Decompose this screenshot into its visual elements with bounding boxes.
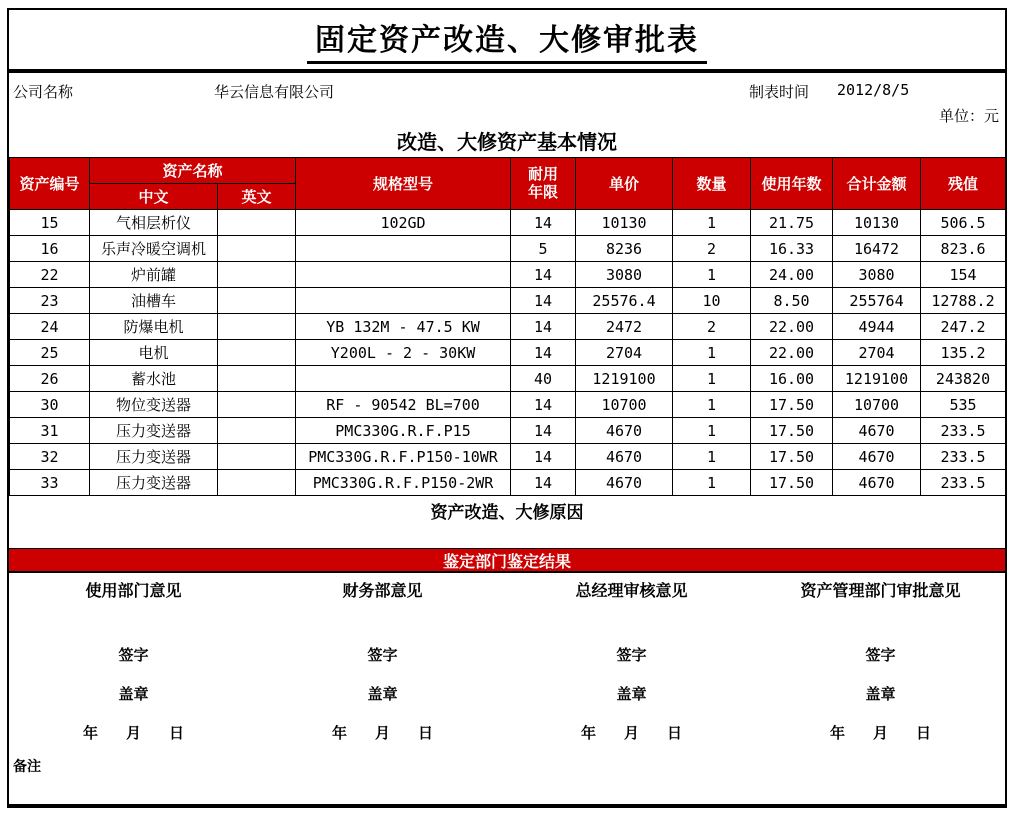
table-row <box>10 366 1006 392</box>
cell-unit-price: 3080 <box>576 262 673 288</box>
cell-years-used: 24.00 <box>751 262 833 288</box>
cell-asset-no: 16 <box>10 236 90 262</box>
seal-label: 盖章 <box>118 685 149 703</box>
cell-asset-no: 31 <box>10 418 90 444</box>
cell-total-amount: 255764 <box>833 288 921 314</box>
table-row <box>10 210 1006 236</box>
sign-label: 签字 <box>865 646 896 664</box>
month-label: 月 <box>125 724 141 742</box>
cell-name-english <box>218 470 296 496</box>
cell-total-amount: 4670 <box>833 444 921 470</box>
cell-spec-model: PMC330G.R.F.P150-10WR <box>296 444 511 470</box>
col-header-total-amount: 合计金额 <box>833 158 921 210</box>
company-row <box>9 81 1005 105</box>
cell-name-chinese: 气相层析仪 <box>90 210 218 236</box>
col-header-years-used: 使用年数 <box>751 158 833 210</box>
cell-total-amount: 3080 <box>833 262 921 288</box>
cell-unit-price: 25576.4 <box>576 288 673 314</box>
cell-durable-years: 14 <box>511 418 576 444</box>
day-label: 日 <box>667 724 683 742</box>
cell-durable-years: 14 <box>511 288 576 314</box>
cell-total-amount: 1219100 <box>833 366 921 392</box>
unit-note: 单位：元 <box>938 107 999 125</box>
cell-name-english <box>218 418 296 444</box>
opinion-column-finance-dept <box>258 573 507 743</box>
appraisal-result-bar: 鉴定部门鉴定结果 <box>9 548 1005 573</box>
title-row <box>9 10 1005 73</box>
col-header-name-chinese: 中文 <box>90 184 218 210</box>
month-label: 月 <box>872 724 888 742</box>
cell-total-amount: 4670 <box>833 418 921 444</box>
cell-asset-no: 32 <box>10 444 90 470</box>
col-header-asset-no: 资产编号 <box>10 158 90 210</box>
col-header-quantity: 数量 <box>673 158 751 210</box>
cell-unit-price: 8236 <box>576 236 673 262</box>
opinion-title: 总经理审核意见 <box>575 581 688 600</box>
date-line <box>258 722 507 743</box>
cell-unit-price: 10130 <box>576 210 673 236</box>
section-title-reason: 资产改造、大修原因 <box>430 503 584 523</box>
col-header-spec-model: 规格型号 <box>296 158 511 210</box>
table-row <box>10 470 1006 496</box>
cell-quantity: 2 <box>673 236 751 262</box>
cell-name-english <box>218 262 296 288</box>
opinion-title: 使用部门意见 <box>85 581 182 600</box>
table-row <box>10 288 1006 314</box>
cell-unit-price: 4670 <box>576 418 673 444</box>
table-row <box>10 392 1006 418</box>
table-row <box>10 444 1006 470</box>
cell-years-used: 8.50 <box>751 288 833 314</box>
cell-unit-price: 10700 <box>576 392 673 418</box>
cell-spec-model: YB 132M - 47.5 KW <box>296 314 511 340</box>
cell-quantity: 1 <box>673 210 751 236</box>
col-header-name-english: 英文 <box>218 184 296 210</box>
cell-spec-model: PMC330G.R.F.P15 <box>296 418 511 444</box>
cell-name-english <box>218 236 296 262</box>
cell-years-used: 22.00 <box>751 314 833 340</box>
cell-residual-value: 135.2 <box>921 340 1006 366</box>
opinion-title: 资产管理部门审批意见 <box>800 581 961 600</box>
cell-spec-model <box>296 236 511 262</box>
date-line <box>9 722 258 743</box>
col-header-unit-price: 单价 <box>576 158 673 210</box>
cell-quantity: 1 <box>673 262 751 288</box>
cell-total-amount: 4670 <box>833 470 921 496</box>
date-line <box>507 722 756 743</box>
table-row <box>10 314 1006 340</box>
approval-grid <box>9 573 1005 743</box>
cell-quantity: 10 <box>673 288 751 314</box>
cell-residual-value: 247.2 <box>921 314 1006 340</box>
cell-name-english <box>218 288 296 314</box>
cell-residual-value: 154 <box>921 262 1006 288</box>
cell-name-chinese: 炉前罐 <box>90 262 218 288</box>
cell-durable-years: 14 <box>511 210 576 236</box>
cell-quantity: 1 <box>673 366 751 392</box>
cell-asset-no: 25 <box>10 340 90 366</box>
opinion-column-general-manager <box>507 573 756 743</box>
cell-asset-no: 26 <box>10 366 90 392</box>
cell-years-used: 17.50 <box>751 470 833 496</box>
cell-name-chinese: 油槽车 <box>90 288 218 314</box>
table-row <box>10 418 1006 444</box>
sign-label: 签字 <box>118 646 149 664</box>
cell-asset-no: 30 <box>10 392 90 418</box>
cell-durable-years: 14 <box>511 470 576 496</box>
cell-asset-no: 22 <box>10 262 90 288</box>
cell-total-amount: 16472 <box>833 236 921 262</box>
cell-quantity: 1 <box>673 444 751 470</box>
cell-name-english <box>218 210 296 236</box>
cell-asset-no: 33 <box>10 470 90 496</box>
table-row <box>10 340 1006 366</box>
seal-label: 盖章 <box>367 685 398 703</box>
date-line <box>756 722 1005 743</box>
cell-name-english <box>218 444 296 470</box>
cell-durable-years: 14 <box>511 392 576 418</box>
cell-years-used: 16.00 <box>751 366 833 392</box>
company-name-value: 华云信息有限公司 <box>214 83 335 101</box>
cell-durable-years: 14 <box>511 314 576 340</box>
cell-asset-no: 15 <box>10 210 90 236</box>
cell-unit-price: 4670 <box>576 444 673 470</box>
cell-unit-price: 2472 <box>576 314 673 340</box>
year-label: 年 <box>829 724 845 742</box>
cell-name-chinese: 压力变送器 <box>90 470 218 496</box>
opinion-column-asset-mgmt-dept <box>756 573 1005 743</box>
cell-spec-model <box>296 366 511 392</box>
cell-name-chinese: 防爆电机 <box>90 314 218 340</box>
cell-total-amount: 2704 <box>833 340 921 366</box>
cell-name-english <box>218 340 296 366</box>
cell-years-used: 17.50 <box>751 392 833 418</box>
cell-name-chinese: 物位变送器 <box>90 392 218 418</box>
cell-name-chinese: 压力变送器 <box>90 444 218 470</box>
cell-name-chinese: 压力变送器 <box>90 418 218 444</box>
cell-residual-value: 823.6 <box>921 236 1006 262</box>
cell-years-used: 16.33 <box>751 236 833 262</box>
cell-name-english <box>218 392 296 418</box>
cell-durable-years: 40 <box>511 366 576 392</box>
seal-label: 盖章 <box>616 685 647 703</box>
asset-table-body <box>10 210 1006 496</box>
cell-spec-model <box>296 288 511 314</box>
cell-quantity: 1 <box>673 418 751 444</box>
year-label: 年 <box>82 724 98 742</box>
cell-quantity: 2 <box>673 314 751 340</box>
cell-unit-price: 4670 <box>576 470 673 496</box>
col-header-residual-value: 残值 <box>921 158 1006 210</box>
cell-quantity: 1 <box>673 470 751 496</box>
cell-residual-value: 233.5 <box>921 418 1006 444</box>
month-label: 月 <box>623 724 639 742</box>
cell-name-chinese: 电机 <box>90 340 218 366</box>
sign-label: 签字 <box>616 646 647 664</box>
cell-residual-value: 535 <box>921 392 1006 418</box>
opinion-column-usage-dept <box>9 573 258 743</box>
year-label: 年 <box>580 724 596 742</box>
cell-total-amount: 10130 <box>833 210 921 236</box>
cell-spec-model: 102GD <box>296 210 511 236</box>
table-row <box>10 262 1006 288</box>
cell-total-amount: 10700 <box>833 392 921 418</box>
cell-durable-years: 14 <box>511 262 576 288</box>
cell-name-english <box>218 314 296 340</box>
col-header-asset-name: 资产名称 <box>90 158 296 184</box>
cell-durable-years: 14 <box>511 340 576 366</box>
day-label: 日 <box>169 724 185 742</box>
section-title-basic-info: 改造、大修资产基本情况 <box>397 130 617 154</box>
col-header-durable-years: 耐用年限 <box>511 158 576 210</box>
remarks-label: 备注 <box>13 759 41 775</box>
report-date-label: 制表时间 <box>749 83 810 101</box>
cell-quantity: 1 <box>673 340 751 366</box>
cell-durable-years: 5 <box>511 236 576 262</box>
cell-spec-model: PMC330G.R.F.P150-2WR <box>296 470 511 496</box>
month-label: 月 <box>374 724 390 742</box>
cell-years-used: 17.50 <box>751 444 833 470</box>
form-sheet <box>7 8 1007 808</box>
cell-asset-no: 24 <box>10 314 90 340</box>
cell-unit-price: 1219100 <box>576 366 673 392</box>
table-row <box>10 236 1006 262</box>
cell-residual-value: 243820 <box>921 366 1006 392</box>
cell-spec-model: Y200L - 2 - 30KW <box>296 340 511 366</box>
cell-spec-model: RF - 90542 BL=700 <box>296 392 511 418</box>
sign-label: 签字 <box>367 646 398 664</box>
seal-label: 盖章 <box>865 685 896 703</box>
cell-durable-years: 14 <box>511 444 576 470</box>
opinion-title: 财务部意见 <box>342 581 423 600</box>
cell-name-chinese: 蓄水池 <box>90 366 218 392</box>
cell-residual-value: 506.5 <box>921 210 1006 236</box>
day-label: 日 <box>916 724 932 742</box>
page-title: 固定资产改造、大修审批表 <box>307 15 707 64</box>
asset-table <box>9 157 1006 496</box>
day-label: 日 <box>418 724 434 742</box>
cell-spec-model <box>296 262 511 288</box>
company-name-label: 公司名称 <box>13 83 74 101</box>
cell-years-used: 22.00 <box>751 340 833 366</box>
cell-unit-price: 2704 <box>576 340 673 366</box>
cell-residual-value: 233.5 <box>921 470 1006 496</box>
report-date-value: 2012/8/5 <box>837 81 910 99</box>
cell-residual-value: 233.5 <box>921 444 1006 470</box>
cell-total-amount: 4944 <box>833 314 921 340</box>
cell-years-used: 17.50 <box>751 418 833 444</box>
year-label: 年 <box>331 724 347 742</box>
cell-years-used: 21.75 <box>751 210 833 236</box>
cell-name-english <box>218 366 296 392</box>
asset-table-header <box>10 158 1006 210</box>
cell-asset-no: 23 <box>10 288 90 314</box>
cell-quantity: 1 <box>673 392 751 418</box>
cell-residual-value: 12788.2 <box>921 288 1006 314</box>
cell-name-chinese: 乐声冷暖空调机 <box>90 236 218 262</box>
